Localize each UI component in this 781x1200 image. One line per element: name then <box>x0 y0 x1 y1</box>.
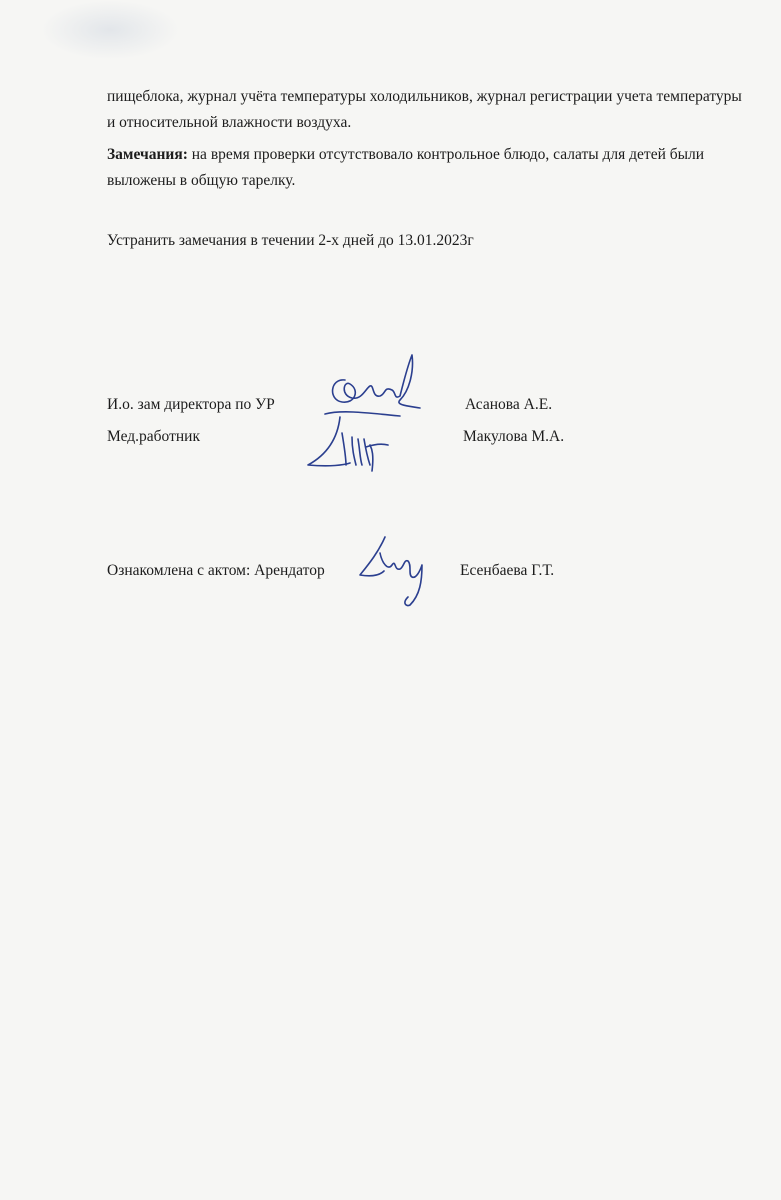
paragraph-journals: пищеблока, журнал учёта температуры холодильников, журнал регистрации учета температуры и относительной влажности воздуха. <box>107 88 742 131</box>
paragraph-deadline: Устранить замечания в течении 2-х дней до 13.01.2023г <box>107 232 474 249</box>
signer-name-tenant: Есенбаева Г.Т. <box>460 562 555 579</box>
scan-stain <box>40 0 180 60</box>
remarks-text: на время проверки отсутствовало контрольное блюдо, салаты для детей были выложены в общую тарелку. <box>107 146 705 189</box>
signer-name-deputy: Асанова А.Е. <box>465 396 553 413</box>
signer-role-tenant: Ознакомлена с актом: Арендатор <box>107 562 325 579</box>
signer-role-medic: Мед.работник <box>107 428 200 445</box>
paragraph-remarks <box>107 142 747 194</box>
remarks-label: Замечания: <box>107 146 188 163</box>
signature-tenant <box>350 535 435 610</box>
signer-name-medic: Макулова М.А. <box>463 428 565 445</box>
signature-medic <box>300 415 410 475</box>
signer-role-deputy: И.о. зам директора по УР <box>107 396 275 413</box>
